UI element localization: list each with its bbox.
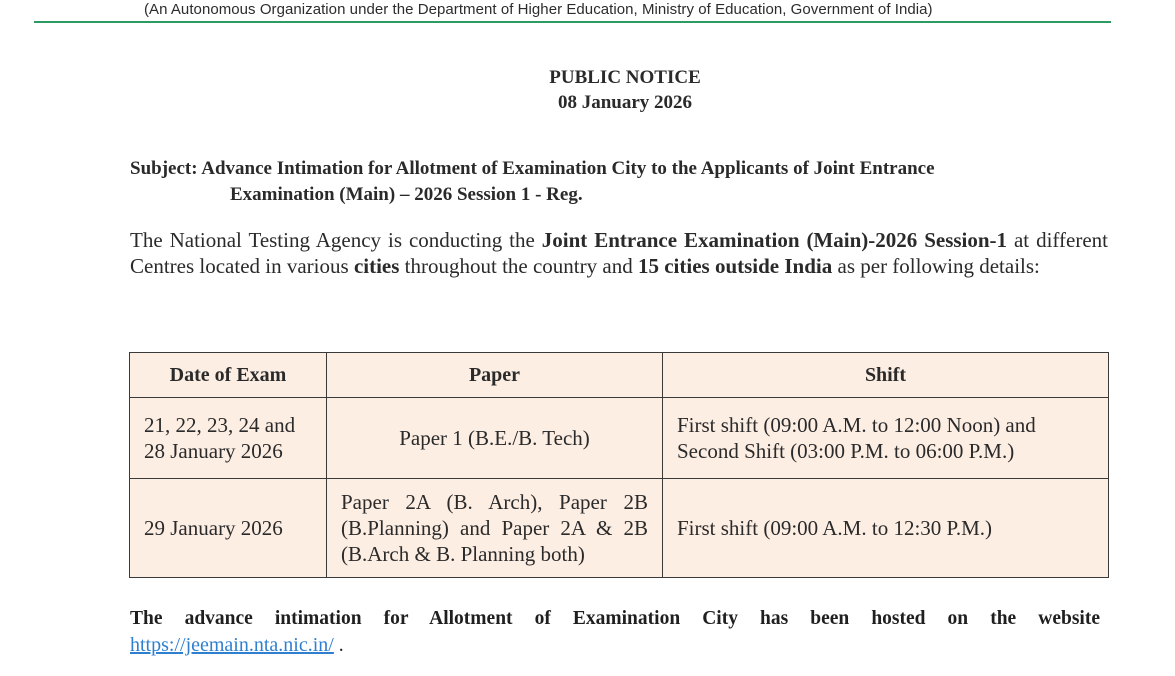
table-header-row bbox=[130, 353, 1109, 398]
header-paper: Paper bbox=[327, 353, 663, 398]
cell-date: 29 January 2026 bbox=[130, 479, 327, 578]
footer-statement: The advance intimation for Allotment of Examination City has been hosted on the website bbox=[130, 608, 1100, 629]
exam-schedule-table bbox=[129, 352, 1109, 578]
subject-line-1: Subject: Advance Intimation for Allotment of Examination City to the Applicants of Joint Entrance bbox=[130, 158, 935, 179]
letterhead-subtitle: (An Autonomous Organization under the Department of Higher Education, Ministry of Education, Government of India) bbox=[144, 1, 933, 18]
intro-cities: cities bbox=[353, 254, 400, 278]
cell-shift: First shift (09:00 A.M. to 12:00 Noon) and Second Shift (03:00 P.M. to 06:00 P.M.) bbox=[663, 398, 1109, 479]
intro-text-4: as per following details: bbox=[832, 254, 1040, 278]
cell-paper: Paper 2A (B. Arch), Paper 2B (B.Planning) and Paper 2A & 2B (B.Arch & B. Planning both) bbox=[327, 479, 663, 578]
intro-paragraph bbox=[130, 227, 1108, 279]
header-date-of-exam: Date of Exam bbox=[130, 353, 327, 398]
header-shift: Shift bbox=[663, 353, 1109, 398]
subject-line bbox=[130, 156, 1110, 208]
table-row bbox=[130, 479, 1109, 578]
cell-shift: First shift (09:00 A.M. to 12:30 P.M.) bbox=[663, 479, 1109, 578]
intro-outside-india: 15 cities outside India bbox=[637, 254, 833, 278]
intro-exam-name: Joint Entrance Examination (Main)-2026 Session-1 bbox=[541, 228, 1008, 252]
subject-line-2: Examination (Main) – 2026 Session 1 - Reg. bbox=[230, 184, 583, 205]
intro-text-3: throughout the country and bbox=[399, 254, 638, 278]
cell-date: 21, 22, 23, 24 and 28 January 2026 bbox=[130, 398, 327, 479]
table-row bbox=[130, 398, 1109, 479]
footer-paragraph bbox=[130, 606, 1100, 659]
website-link[interactable]: https://jeemain.nta.nic.in/ bbox=[130, 634, 334, 656]
intro-text-2: at different Centres located in various bbox=[130, 228, 1108, 278]
footer-period: . bbox=[333, 635, 344, 656]
cell-paper: Paper 1 (B.E./B. Tech) bbox=[327, 398, 663, 479]
notice-date: 08 January 2026 bbox=[557, 92, 693, 113]
notice-title: PUBLIC NOTICE bbox=[549, 67, 701, 88]
intro-text-1: The National Testing Agency is conducting the bbox=[130, 228, 542, 252]
